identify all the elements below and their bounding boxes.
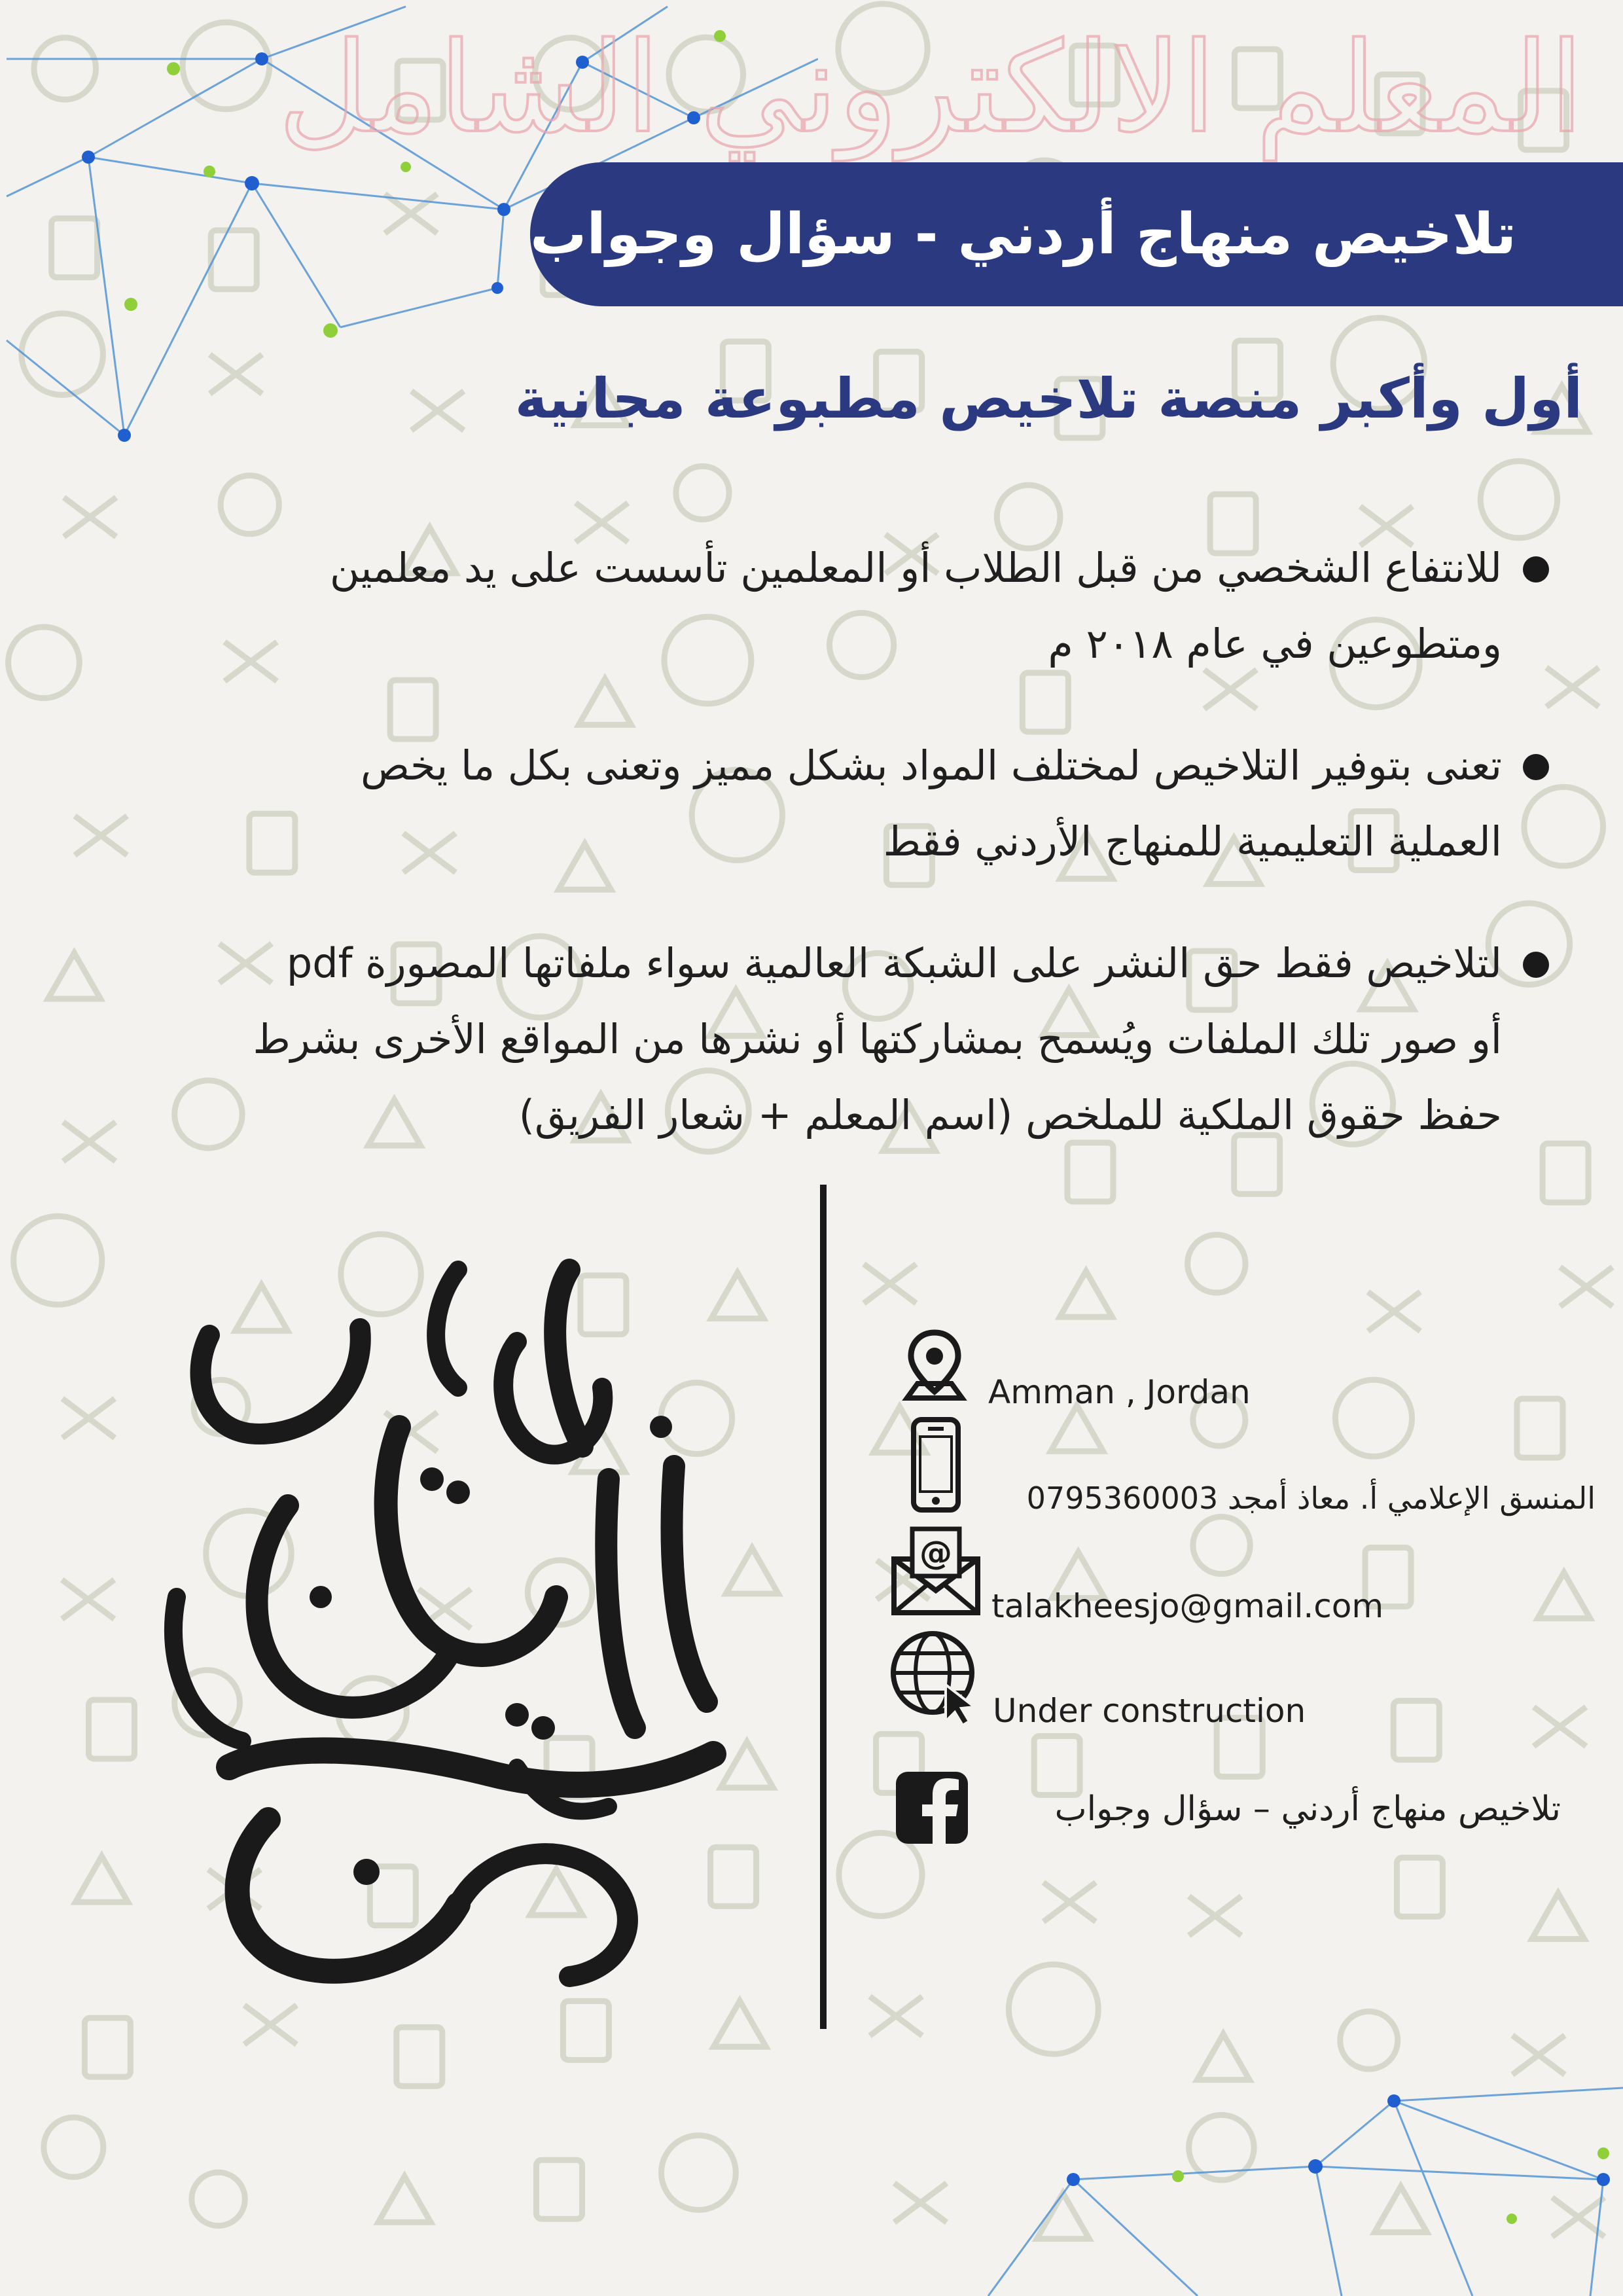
page-title: تلاخيص منهاج أردني - سؤال وجواب (530, 202, 1517, 267)
network-graphic-bottom (949, 2049, 1623, 2296)
bullet-line: أو صور تلك الملفات ويُسمح بمشاركتها أو نشرها من المواقع الأخرى بشرط (253, 1015, 1502, 1063)
bullet-line: ومتطوعين في عام ٢٠١٨ م (1048, 620, 1502, 668)
bullet-line: للانتفاع الشخصي من قبل الطلاب أو المعلمين تأسست على يد معلمين (329, 544, 1502, 592)
globe-cursor-icon (888, 1628, 986, 1727)
bullet-line: لتلاخيص فقط حق النشر على الشبكة العالمية سواء ملفاتها المصورة pdf (286, 939, 1502, 987)
mobile-phone-icon (910, 1416, 962, 1514)
bullet-list (36, 530, 1561, 1199)
location-pin-icon (898, 1329, 971, 1406)
facebook-icon (893, 1769, 971, 1846)
watermark-text: المعلم الالكتروني الشامل (277, 16, 1584, 160)
phone-text: المنسق الإعلامي أ. معاذ أمجد 0795360003 (1026, 1480, 1596, 1516)
vertical-divider (820, 1185, 827, 2029)
email-envelope-icon (890, 1525, 982, 1617)
email-text: talakheesjo@gmail.com (991, 1587, 1384, 1625)
bullet-item-3 (36, 925, 1561, 1153)
bullet-dot-icon (1523, 754, 1549, 780)
bullet-line: تعنى بتوفير التلاخيص لمختلف المواد بشكل مميز وتعنى بكل ما يخص (361, 742, 1502, 789)
subtitle: أول وأكبر منصة تلاخيص مطبوعة مجانية (514, 367, 1582, 431)
title-banner (530, 162, 1623, 306)
facebook-text: تلاخيص منهاج أردني – سؤال وجواب (1054, 1789, 1561, 1829)
bullet-dot-icon (1523, 556, 1549, 583)
calligraphy-logo (151, 1230, 753, 2003)
svg-text:@: @ (919, 1534, 952, 1572)
bullet-dot-icon (1523, 952, 1549, 978)
website-text: Under construction (993, 1692, 1306, 1730)
location-text: Amman , Jordan (988, 1373, 1251, 1411)
bullet-item-1 (36, 530, 1561, 682)
bullet-item-2 (36, 728, 1561, 880)
bullet-line: حفظ حقوق الملكية للملخص (اسم المعلم + شعار الفريق) (518, 1091, 1502, 1139)
bullet-line: العملية التعليمية للمنهاج الأردني فقط (883, 817, 1502, 865)
